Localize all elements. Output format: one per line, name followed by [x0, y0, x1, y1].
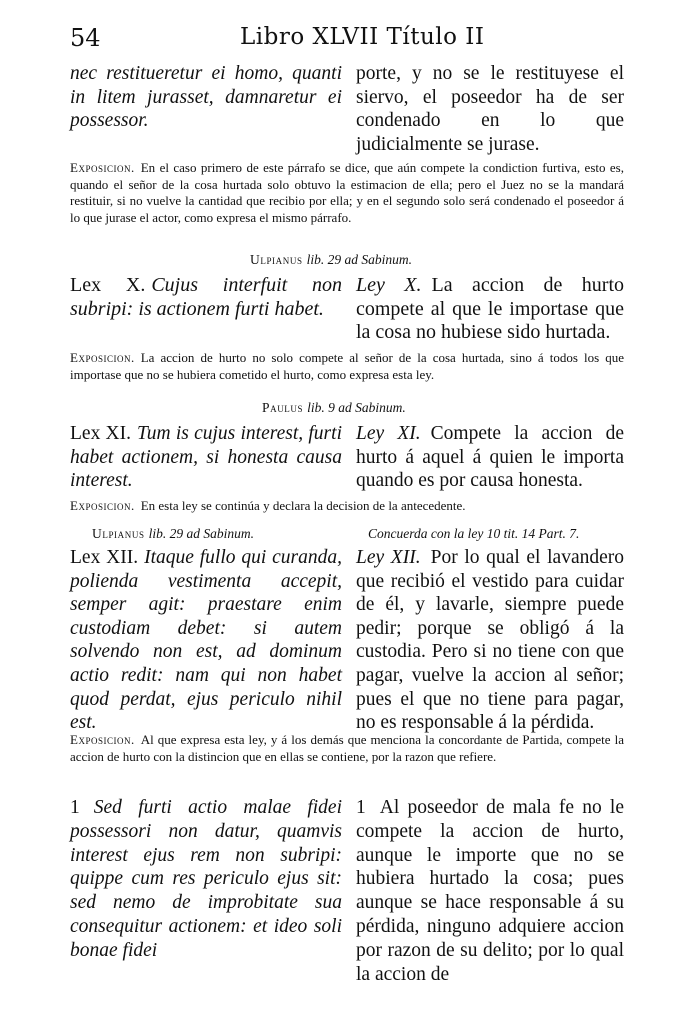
source-paulus	[262, 400, 406, 416]
lex-xii-latin-text: Itaque fullo qui curanda, polienda vestimenta accepit, semper agit: praestare enim custodiam debet: si autem solvendo non est, ad dominum actio redit: nam qui non habet quod perdat, ejus periculo nihil est.	[70, 547, 342, 734]
source-ulpianus-1	[250, 252, 412, 268]
source-ulpianus-2	[92, 526, 254, 542]
running-head: Libro XLVII Título II	[240, 24, 485, 50]
source-reference: lib. 29 ad Sabinum.	[306, 252, 412, 267]
exposicion-label: Exposicion.	[70, 498, 135, 513]
lex-xi-latin-text: Tum is cujus interest, furti habet actionem, si honesta causa interest.	[70, 423, 342, 491]
ley-xii-spanish-text: Por lo qual el lavandero que recibió el vestido para cuidar de él, y lavarle, siempre puede pedir; porque se obligó á la custodia. Pero si no tiene con que pagar, vuelve la accion al señor; pues el que no tiene para pagar, no es responsable á la pérdida.	[356, 547, 624, 734]
page-number: 54	[70, 24, 101, 52]
lex-xi-latin	[70, 422, 342, 493]
para-1-spanish	[356, 796, 624, 986]
ley-x-heading: Ley X.	[356, 274, 422, 296]
page-header	[70, 22, 620, 54]
source-author: Ulpianus	[92, 526, 145, 541]
lex-x-latin	[70, 274, 342, 321]
ley-xi-spanish	[356, 422, 624, 493]
para-1-spanish-text: Al poseedor de mala fe no le compete la accion de hurto, aunque le importe que no se hubiera hurtado la cosa; pues aunque se hace responsable á su pérdida, ninguno adquiere accion por razon de su delito; por lo qual la accion de	[356, 797, 624, 985]
exposicion-label: Exposicion.	[70, 160, 135, 175]
exposicion-2	[70, 350, 624, 383]
exposicion-4	[70, 732, 624, 765]
lex-xi-heading: Lex XI.	[70, 423, 132, 444]
para-1-latin-text: Sed furti actio malae fidei possessori non datur, quamvis interest ejus rem non subripi: quippe cum res periculo ejus sit: sed nemo de improbitate sua consequitur actionem: et ideo soli bonae fidei	[70, 797, 342, 961]
concordance-note	[368, 526, 579, 542]
lex-x-heading: Lex X.	[70, 274, 146, 296]
exposicion-3	[70, 498, 624, 515]
source-author: Paulus	[262, 400, 304, 415]
lex-xii-heading: Lex XII.	[70, 547, 139, 568]
exposicion-label: Exposicion.	[70, 350, 135, 365]
source-reference: lib. 9 ad Sabinum.	[307, 400, 406, 415]
ley-x-spanish	[356, 274, 624, 345]
para-1-number: 1	[356, 797, 366, 818]
ley-xi-spanish-text: Compete la accion de hurto á aquel á quien le importa quando es por causa honesta.	[356, 423, 625, 491]
exposicion-text: La accion de hurto no solo compete al señor de la cosa hurtada, sino á todos los que importase que no se hubiera cometido el hurto, como expresa esta ley.	[70, 350, 624, 382]
exposicion-label: Exposicion.	[70, 732, 135, 747]
ley-x-spanish-text: La accion de hurto compete al que le importase que la cosa no hubiese sido hurtada.	[356, 274, 625, 343]
exposicion-text: En esta ley se continúa y declara la decision de la antecedente.	[140, 498, 466, 513]
latin-text-block1: nec restitueretur ei homo, quanti in litem jurasset, damnaretur ei possessor.	[70, 63, 342, 131]
ley-xii-heading: Ley XII.	[356, 547, 421, 568]
ley-xi-heading: Ley XI.	[356, 423, 421, 444]
para-1-number: 1	[70, 797, 80, 818]
lex-xii-latin	[70, 546, 342, 735]
ley-xii-spanish	[356, 546, 624, 735]
concordance-reference: Concuerda con la ley 10 tit. 14 Part. 7.	[368, 526, 580, 541]
exposicion-text: Al que expresa esta ley, y á los demás que menciona la concordante de Partida, compete la accion de hurto con la distincion que en ellas se contiene, por la razon que refiere.	[70, 732, 624, 764]
para-1-latin	[70, 796, 342, 963]
lex-x-latin-text: Cujus interfuit non subripi: is actionem furti habet.	[70, 274, 343, 320]
exposicion-1	[70, 160, 624, 226]
source-author: Ulpianus	[250, 252, 303, 267]
spanish-text-block1: porte, y no se le restituyese el siervo, el poseedor ha de ser condenado en lo que judicialmente se jurase.	[356, 63, 624, 155]
source-reference: lib. 29 ad Sabinum.	[148, 526, 254, 541]
exposicion-text: En el caso primero de este párrafo se dice, que aún compete la condiction furtiva, esto es, quando el señor de la cosa hurtada solo obtuvo la estimacion de ella; pero el Juez no se la mandará restituir, si no vuelve la cantidad que recibio por ella; y en el segundo solo será condenado el poseedor á lo que jurase el actor, como expresa el mismo párrafo.	[70, 160, 624, 225]
